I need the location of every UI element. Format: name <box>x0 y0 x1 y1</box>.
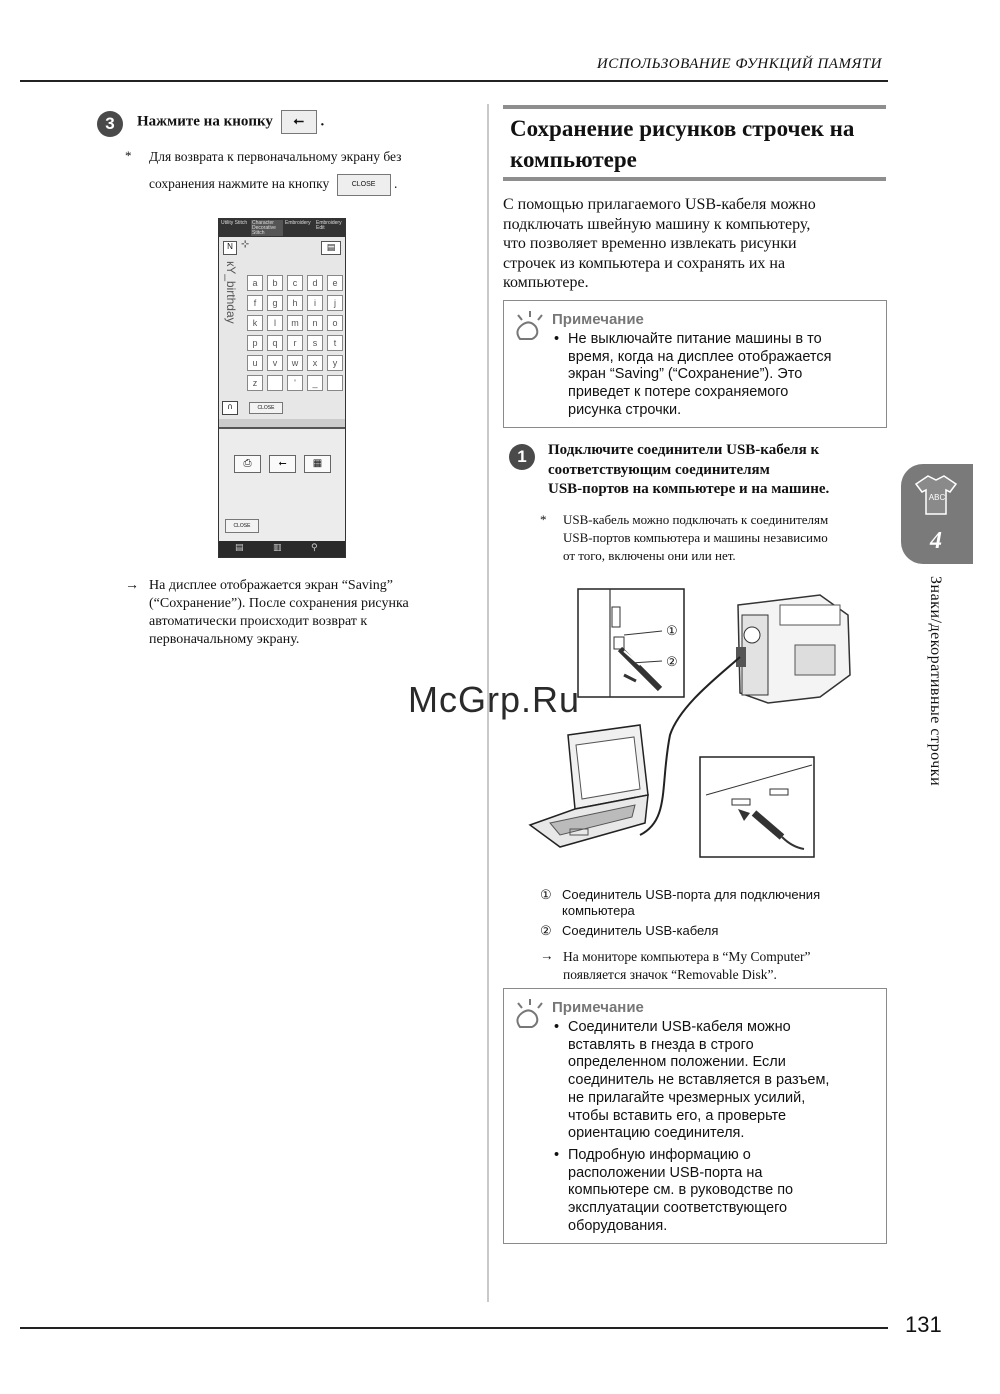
result-text-right <box>563 948 811 984</box>
memory-icon[interactable]: ▤ <box>321 241 341 255</box>
tab-character-decorative[interactable]: Character Decorative Stitch <box>251 220 283 236</box>
screen-close-button[interactable]: CLOSE <box>249 402 283 414</box>
result-line: (“Сохранение”). После сохранения рисунка <box>149 596 409 611</box>
note-line-1: Для возврата к первоначальному экрану без <box>149 149 402 164</box>
note-star: * <box>125 148 132 163</box>
key-button[interactable]: m <box>287 315 303 331</box>
result-arrow-left: → <box>125 578 139 593</box>
note-2-line: компьютере см. в руководстве по <box>568 1182 794 1199</box>
machine-port-inset <box>578 589 684 697</box>
overlay-close-button[interactable]: CLOSE <box>225 519 259 533</box>
key-button[interactable]: k <box>247 315 263 331</box>
note-1-item <box>554 331 880 420</box>
note-2-line: оборудования. <box>568 1217 668 1234</box>
chapter-label: Знаки/декоративные строчки <box>927 576 944 787</box>
key-button[interactable]: p <box>247 335 263 351</box>
machine-icon[interactable]: ▥ <box>273 543 282 553</box>
note-2-item-2 <box>554 1147 880 1236</box>
intro-line: что позволяет временно извлекать рисунки <box>503 235 797 252</box>
note-box-2 <box>503 988 887 1244</box>
note-line-2 <box>149 171 397 197</box>
note-2-line: расположении USB-порта на <box>568 1164 763 1181</box>
intro-line: строчек из компьютера и сохранять их на <box>503 254 786 272</box>
key-button[interactable]: q <box>267 335 283 351</box>
pc-port-inset <box>700 757 814 857</box>
step-1-line: соответствующим соединителям <box>548 461 770 478</box>
key-button[interactable]: l <box>267 315 283 331</box>
step-1-note-line: USB-кабель можно подключать к соединителям <box>563 512 829 527</box>
tab-embroidery-edit[interactable]: Embroidery Edit <box>316 220 342 231</box>
note-2-line: эксплуатации соответствующего <box>568 1200 788 1217</box>
key-button[interactable]: d <box>307 275 323 291</box>
key-button[interactable]: a <box>247 275 263 291</box>
step-3-number: 3 <box>105 114 115 133</box>
tshirt-text: ABC <box>928 493 946 502</box>
result-line: На мониторе компьютера в “My Computer” <box>563 949 811 964</box>
intro-paragraph <box>503 195 888 293</box>
key-button[interactable] <box>267 375 283 391</box>
section-title-line: компьютере <box>510 147 637 172</box>
key-button[interactable]: ' <box>287 375 303 391</box>
usb-bottom-icon[interactable]: ⚲ <box>311 543 318 553</box>
note-1-heading: Примечание <box>552 311 644 328</box>
key-button[interactable]: u <box>247 355 263 371</box>
callout-2-marker: ② <box>666 654 678 669</box>
note-1-line: рисунка строчки. <box>568 401 682 418</box>
key-button[interactable]: j <box>327 295 343 311</box>
note-2-line: Соединители USB-кабеля можно <box>568 1019 791 1035</box>
screen-tabs <box>219 219 345 237</box>
tshirt-icon <box>914 472 960 518</box>
key-button[interactable]: f <box>247 295 263 311</box>
note-1-bullet: • <box>554 331 560 347</box>
intro-line: подключать швейную машину к компьютеру, <box>503 215 811 233</box>
callout-1-marker: ① <box>666 623 678 638</box>
legend-1-text <box>562 887 820 919</box>
lightbulb-icon <box>510 309 546 345</box>
close-button-ref: CLOSE <box>337 174 391 196</box>
section-title-line: Сохранение рисунков строчек на <box>510 116 855 141</box>
note-1-line: экран “Saving” (“Сохранение”). Это <box>568 366 803 383</box>
document-icon[interactable]: ▤ <box>235 543 244 553</box>
legend-2-mark: ② <box>540 923 552 938</box>
usb-connection-illustration <box>520 585 860 875</box>
note-line-2-end: . <box>393 176 398 191</box>
note-2-line: Подробную информацию о <box>568 1147 751 1163</box>
legend-2-text: Соединитель USB-кабеля <box>562 923 719 938</box>
key-button[interactable]: n <box>307 315 323 331</box>
note-2-line: не прилагайте чрезмерных усилий, <box>568 1089 806 1106</box>
key-button[interactable]: c <box>287 275 303 291</box>
key-button[interactable]: h <box>287 295 303 311</box>
vertical-pattern-text: кY_birthday <box>224 261 238 324</box>
result-arrow-right: → <box>540 948 554 963</box>
note-2-bullet: • <box>554 1147 560 1163</box>
note-1-line: приведет к потере сохраняемого <box>568 384 789 401</box>
usb-button-icon: ⭠ <box>281 110 317 134</box>
key-button[interactable]: z <box>247 375 263 391</box>
key-button[interactable]: o <box>327 315 343 331</box>
chapter-number: 4 <box>930 528 942 554</box>
result-line: автоматически происходит возврат к <box>149 614 368 629</box>
screen-tab-strip <box>219 419 345 427</box>
running-head <box>20 54 888 82</box>
result-line: На дисплее отображается экран “Saving” <box>149 578 394 593</box>
key-button[interactable]: s <box>307 335 323 351</box>
step-1-note-line: от того, включены они или нет. <box>563 548 736 563</box>
key-button[interactable]: b <box>267 275 283 291</box>
key-button[interactable]: g <box>267 295 283 311</box>
step-1-line: Подключите соединители USB-кабеля к <box>548 442 820 458</box>
note-2-line: вставлять в гнезда в строго <box>568 1036 754 1053</box>
machine-screen <box>218 218 346 558</box>
legend-line: компьютера <box>562 903 635 918</box>
key-button[interactable] <box>327 375 343 391</box>
key-button[interactable]: r <box>287 335 303 351</box>
step-1-note-line: USB-портов компьютера и машины независимо <box>563 530 828 545</box>
save-overlay <box>219 427 345 541</box>
note-2-line: соединитель не вставляется в разъем, <box>568 1072 830 1089</box>
tab-embroidery[interactable]: Embroidery <box>285 220 311 226</box>
note-box-1 <box>503 300 887 428</box>
step-1-line: USB-портов на компьютере и на машине. <box>548 481 830 497</box>
legend-1-mark: ① <box>540 887 552 902</box>
note-2-bullet: • <box>554 1019 560 1035</box>
key-button[interactable]: w <box>287 355 303 371</box>
step-1-star: * <box>540 512 547 527</box>
screen-bottom-bar <box>219 541 345 557</box>
key-button[interactable]: y <box>327 355 343 371</box>
result-text-left <box>149 577 469 649</box>
result-line: появляется значок “Removable Disk”. <box>563 967 777 982</box>
note-2-heading: Примечание <box>552 999 644 1016</box>
lightbulb-icon <box>510 997 546 1033</box>
note-1-line: время, когда на дисплее отображается <box>568 348 832 365</box>
note-2-item-1 <box>554 1019 880 1143</box>
key-button[interactable]: e <box>327 275 343 291</box>
needle-icon: ⊹ <box>241 239 250 250</box>
step-3-period: . <box>320 113 325 130</box>
note-1-line: Не выключайте питание машины в то <box>568 331 822 347</box>
legend-line: Соединитель USB-порта для подключения <box>562 887 821 902</box>
note-2-line: определенном положении. Если <box>568 1054 786 1071</box>
key-button[interactable]: i <box>307 295 323 311</box>
result-line: первоначальному экрану. <box>149 632 300 647</box>
tab-utility-stitch[interactable]: Utility Stitch <box>221 220 248 226</box>
save-to-machine-icon[interactable]: ⎙ <box>234 455 261 473</box>
watermark: McGrp.Ru <box>408 679 581 720</box>
page-number: 131 <box>905 1312 942 1337</box>
footer-rule <box>20 1327 888 1329</box>
step-3-instruction <box>137 110 324 134</box>
step-3-badge <box>97 111 123 137</box>
section-title <box>510 113 886 175</box>
key-button[interactable]: t <box>327 335 343 351</box>
magnet-icon[interactable]: ∩ <box>222 401 238 415</box>
step-1-badge <box>509 444 535 470</box>
key-button[interactable]: x <box>307 355 323 371</box>
section-rule-top <box>503 105 886 109</box>
step-1-instruction <box>548 441 829 500</box>
section-rule-bottom <box>503 177 886 181</box>
key-button[interactable]: v <box>267 355 283 371</box>
step-1-note <box>563 511 828 565</box>
running-title: ИСПОЛЬЗОВАНИЕ ФУНКЦИЙ ПАМЯТИ <box>596 56 882 72</box>
intro-line: компьютере. <box>503 274 589 291</box>
note-line-2-text: сохранения нажмите на кнопку <box>149 176 330 191</box>
font-n-icon[interactable]: N <box>223 241 237 255</box>
note-2-line: чтобы вставить его, а проверьте <box>568 1107 787 1124</box>
note-2-line: ориентацию соединителя. <box>568 1125 745 1142</box>
usb-icon[interactable]: ⭠ <box>269 455 296 473</box>
key-button[interactable]: _ <box>307 375 323 391</box>
step-3-text: Нажмите на кнопку <box>137 113 273 130</box>
step-1-number: 1 <box>517 447 527 466</box>
card-icon[interactable]: ▦ <box>304 455 331 473</box>
intro-line: С помощью прилагаемого USB-кабеля можно <box>503 196 816 213</box>
